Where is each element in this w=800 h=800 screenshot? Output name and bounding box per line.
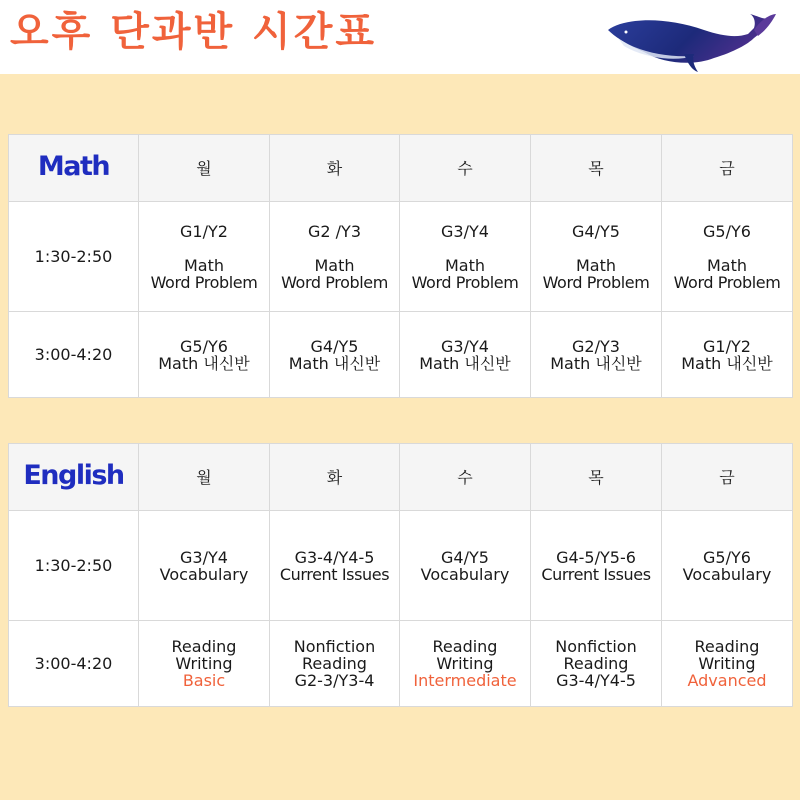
english-header-row: [9, 444, 793, 511]
class-cell: G3/Y4 Math Word Problem: [400, 202, 531, 312]
english-subject-label: English: [23, 460, 124, 491]
time-slot: 3:00-4:20: [9, 621, 139, 707]
class-cell: G1/Y2 Math Word Problem: [139, 202, 270, 312]
english-subject-cell: [9, 444, 139, 511]
class-cell: G4/Y5 Math 내신반: [270, 312, 400, 398]
day-header-tue: 화: [270, 135, 400, 202]
day-header-thu: 목: [531, 135, 662, 202]
class-cell: Reading Writing Intermediate: [400, 621, 531, 707]
day-header-fri: 금: [662, 135, 793, 202]
math-row-2: [9, 312, 793, 398]
math-timetable: [8, 134, 793, 398]
class-cell: G3/Y4 Math 내신반: [400, 312, 531, 398]
class-cell: G2 /Y3 Math Word Problem: [270, 202, 400, 312]
math-subject-label: Math: [37, 151, 110, 182]
class-cell: Reading Writing Basic: [139, 621, 270, 707]
class-cell: G5/Y6 Math Word Problem: [662, 202, 793, 312]
level-label: Basic: [182, 671, 226, 690]
time-slot: 1:30-2:50: [9, 511, 139, 621]
english-row-2: [9, 621, 793, 707]
english-row-1: [9, 511, 793, 621]
class-cell: G4/Y5 Vocabulary: [400, 511, 531, 621]
class-cell: G5/Y6 Math 내신반: [139, 312, 270, 398]
english-timetable: [8, 443, 793, 707]
math-subject-cell: [9, 135, 139, 202]
class-cell: G5/Y6 Vocabulary: [662, 511, 793, 621]
time-slot: 3:00-4:20: [9, 312, 139, 398]
class-cell: G4-5/Y5-6 Current Issues: [531, 511, 662, 621]
math-header-row: [9, 135, 793, 202]
day-header-fri: 금: [662, 444, 793, 511]
class-cell: G2/Y3 Math 내신반: [531, 312, 662, 398]
day-header-wed: 수: [400, 444, 531, 511]
level-label: Advanced: [687, 671, 767, 690]
day-header-mon: 월: [139, 135, 270, 202]
class-cell: Nonfiction Reading G2-3/Y3-4: [270, 621, 400, 707]
page-title: 오후 단과반 시간표: [10, 9, 377, 55]
day-header-thu: 목: [531, 444, 662, 511]
class-cell: Reading Writing Advanced: [662, 621, 793, 707]
day-header-mon: 월: [139, 444, 270, 511]
whale-icon: [604, 8, 776, 74]
time-slot: 1:30-2:50: [9, 202, 139, 312]
day-header-wed: 수: [400, 135, 531, 202]
header: [0, 0, 800, 74]
day-header-tue: 화: [270, 444, 400, 511]
class-cell: Nonfiction Reading G3-4/Y4-5: [531, 621, 662, 707]
level-label: Intermediate: [413, 671, 517, 690]
class-cell: G4/Y5 Math Word Problem: [531, 202, 662, 312]
class-cell: G3-4/Y4-5 Current Issues: [270, 511, 400, 621]
class-cell: G1/Y2 Math 내신반: [662, 312, 793, 398]
class-cell: G3/Y4 Vocabulary: [139, 511, 270, 621]
math-row-1: [9, 202, 793, 312]
